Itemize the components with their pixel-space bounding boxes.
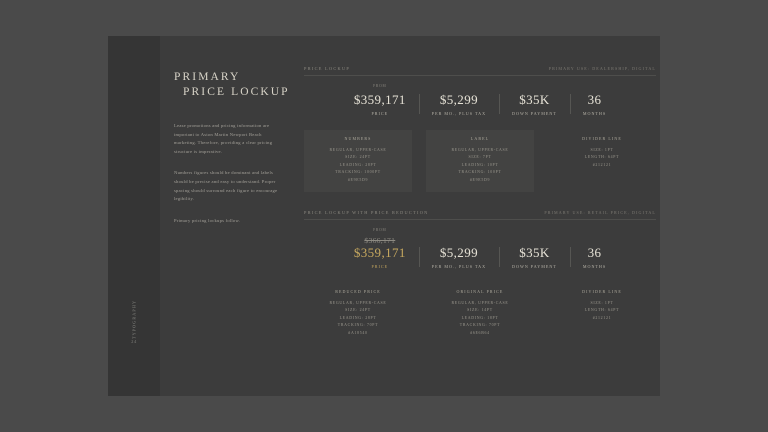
price-value: 36 bbox=[587, 245, 602, 261]
spec-row bbox=[304, 130, 656, 192]
section-header-usage: PRIMARY USE: RETAIL PRICE, DIGITAL bbox=[544, 210, 656, 216]
body-paragraph: Lease promotions and pricing information are important to Aston Martin Newport Beach marketing. Therefore, providing a clear pricing structure is imperative. bbox=[174, 123, 273, 154]
page-title-line1: PRIMARY bbox=[174, 71, 241, 83]
spec-line: REGULAR, UPPER-CASE bbox=[451, 301, 509, 306]
spec-title: DIVIDER LINE bbox=[582, 289, 622, 295]
main-content bbox=[300, 36, 676, 396]
spec-title: NUMBERS bbox=[344, 136, 372, 141]
body-paragraph: Numbers figures should be dominant and labels should be precise and easy to understand. Proper spacing should surround each figure to encourage legibility. bbox=[174, 170, 278, 202]
slide-page bbox=[108, 36, 660, 396]
spec-box bbox=[548, 130, 656, 192]
spec-title: LABEL bbox=[470, 136, 490, 141]
spec-line: LEADING: 28PT bbox=[339, 162, 377, 167]
price-cell bbox=[570, 245, 619, 269]
spec-box bbox=[426, 283, 534, 345]
spec-line: #E9E5D9 bbox=[347, 177, 369, 182]
spec-line: SIZE: 1PT bbox=[590, 301, 614, 306]
body-paragraph: Primary pricing lockups follow. bbox=[174, 217, 241, 223]
section-header bbox=[304, 210, 656, 220]
spec-line: REGULAR, UPPER-CASE bbox=[451, 148, 509, 152]
spec-line: LEADING: 18PT bbox=[461, 315, 499, 320]
spec-title: REDUCED PRICE bbox=[335, 289, 381, 295]
section-header-label: PRICE LOCKUP WITH PRICE REDUCTION bbox=[304, 210, 429, 216]
spec-line: #6E6B64 bbox=[470, 330, 490, 335]
spec-line: REGULAR, UPPER-CASE bbox=[329, 148, 387, 152]
price-value: $359,171 bbox=[353, 245, 406, 261]
spec-box bbox=[304, 283, 412, 345]
price-lockup-row bbox=[304, 228, 656, 270]
price-label: MONTHS bbox=[582, 264, 607, 270]
spec-box bbox=[304, 130, 412, 192]
spec-line: SIZE: 7PT bbox=[468, 155, 492, 160]
spec-line: SIZE: 24PT bbox=[345, 308, 371, 313]
spec-title: ORIGINAL PRICE bbox=[456, 289, 504, 295]
spec-line: TRACKING: 100PT bbox=[458, 170, 502, 175]
price-cell bbox=[419, 245, 499, 269]
left-rail bbox=[108, 36, 160, 396]
price-value: $35K bbox=[519, 92, 550, 107]
spec-line: LENGTH: 64PT bbox=[584, 155, 620, 160]
price-label: DOWN PAYMENT bbox=[512, 264, 557, 270]
page-title bbox=[174, 70, 300, 100]
price-lockup-row bbox=[304, 84, 656, 116]
price-superscript: FROM bbox=[373, 228, 387, 233]
price-value: $5,299 bbox=[439, 92, 478, 107]
spec-line: #E9E5D9 bbox=[469, 177, 491, 182]
price-label: MONTHS bbox=[582, 111, 607, 116]
price-label: DOWN PAYMENT bbox=[512, 111, 557, 116]
section-header-label: PRICE LOCKUP bbox=[304, 66, 351, 71]
spec-line: TRACKING: 70PT bbox=[337, 323, 379, 328]
spec-line: LEADING: 10PT bbox=[461, 162, 499, 167]
spec-line: LENGTH: 64PT bbox=[584, 308, 620, 313]
spec-box bbox=[548, 283, 656, 345]
spec-line: TRACKING: 1000PT bbox=[335, 170, 381, 175]
price-label: PER MO., PLUS TAX bbox=[431, 111, 487, 116]
spec-line: REGULAR, UPPER-CASE bbox=[329, 301, 387, 306]
spec-line: TRACKING: 70PT bbox=[459, 323, 501, 328]
spec-row bbox=[304, 283, 656, 345]
price-value: 36 bbox=[587, 92, 602, 107]
price-value: $35K bbox=[519, 245, 550, 261]
rail-section-label: TYPOGRAPHY bbox=[131, 299, 137, 340]
price-cell bbox=[499, 92, 570, 116]
page-number: 24 bbox=[131, 339, 137, 344]
spec-title: DIVIDER LINE bbox=[582, 136, 622, 141]
price-cell bbox=[570, 92, 619, 116]
price-label: PER MO., PLUS TAX bbox=[431, 264, 487, 270]
left-column bbox=[160, 36, 300, 396]
spec-box bbox=[426, 130, 534, 192]
price-value: $359,171 bbox=[353, 92, 406, 107]
price-original-value: $366,171 bbox=[364, 236, 396, 246]
spec-line: #212121 bbox=[592, 315, 612, 320]
price-cell bbox=[341, 84, 419, 116]
spec-line: SIZE: 1PT bbox=[590, 148, 614, 152]
price-cell bbox=[341, 228, 419, 270]
price-superscript: FROM bbox=[373, 84, 387, 88]
spec-line: LEADING: 28PT bbox=[339, 315, 377, 320]
section-header-usage: PRIMARY USE: DEALERSHIP, DIGITAL bbox=[548, 66, 656, 71]
price-label: PRICE bbox=[371, 111, 389, 116]
spec-line: SIZE: 14PT bbox=[467, 308, 493, 313]
section-header bbox=[304, 66, 656, 76]
section-price-lockup-reduction bbox=[304, 210, 656, 345]
price-cell bbox=[419, 92, 499, 116]
spec-line: #A18540 bbox=[348, 330, 368, 335]
price-cell bbox=[499, 245, 570, 269]
spec-line: SIZE: 24PT bbox=[345, 155, 371, 160]
price-label: PRICE bbox=[371, 264, 389, 270]
spec-line: #212121 bbox=[592, 162, 612, 167]
section-price-lockup bbox=[304, 66, 656, 192]
price-value: $5,299 bbox=[439, 245, 478, 261]
page-title-line2: PRICE LOCKUP bbox=[183, 86, 290, 98]
